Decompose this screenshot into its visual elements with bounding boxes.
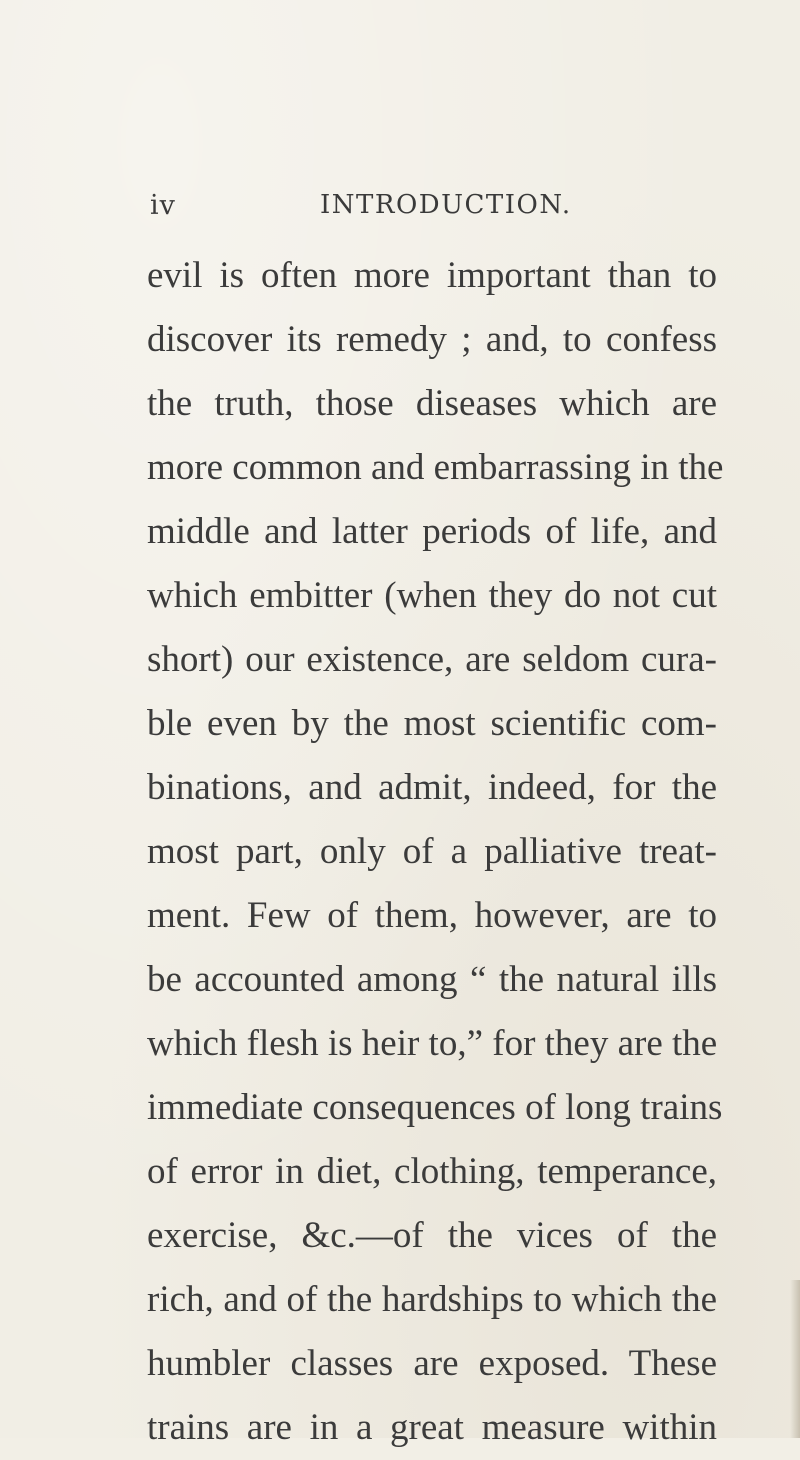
- text-line: trains are in a great measure within: [147, 1407, 717, 1448]
- text-line: binations, and admit, indeed, for the: [147, 767, 717, 808]
- page-number: iv: [150, 190, 176, 221]
- running-head: INTRODUCTION.: [320, 190, 572, 220]
- text-line: the truth, those diseases which are: [147, 383, 717, 424]
- text-line: discover its remedy ; and, to confess: [147, 319, 717, 360]
- text-line: evil is often more important than to: [147, 255, 717, 296]
- text-line: be accounted among “ the natural ills: [147, 959, 717, 1000]
- text-line: short) our existence, are seldom cura-: [147, 639, 717, 680]
- text-line: exercise, &c.—of the vices of the: [147, 1215, 717, 1256]
- text-line: which embitter (when they do not cut: [147, 575, 717, 616]
- text-line: of error in diet, clothing, temperance,: [147, 1151, 717, 1192]
- text-line: rich, and of the hardships to which the: [147, 1279, 717, 1320]
- text-line: more common and embarrassing in the: [147, 447, 724, 488]
- text-line: ble even by the most scientific com-: [147, 703, 717, 744]
- text-line: ment. Few of them, however, are to: [147, 895, 717, 936]
- text-line: immediate consequences of long trains: [147, 1087, 723, 1128]
- text-line: humbler classes are exposed. These: [147, 1343, 717, 1384]
- page-header: [0, 186, 800, 226]
- page-edge-shadow: [790, 1280, 800, 1438]
- text-line: most part, only of a palliative treat-: [147, 831, 717, 872]
- text-line: middle and latter periods of life, and: [147, 511, 717, 552]
- text-line: which flesh is heir to,” for they are the: [147, 1023, 718, 1064]
- body-text: [147, 244, 724, 1460]
